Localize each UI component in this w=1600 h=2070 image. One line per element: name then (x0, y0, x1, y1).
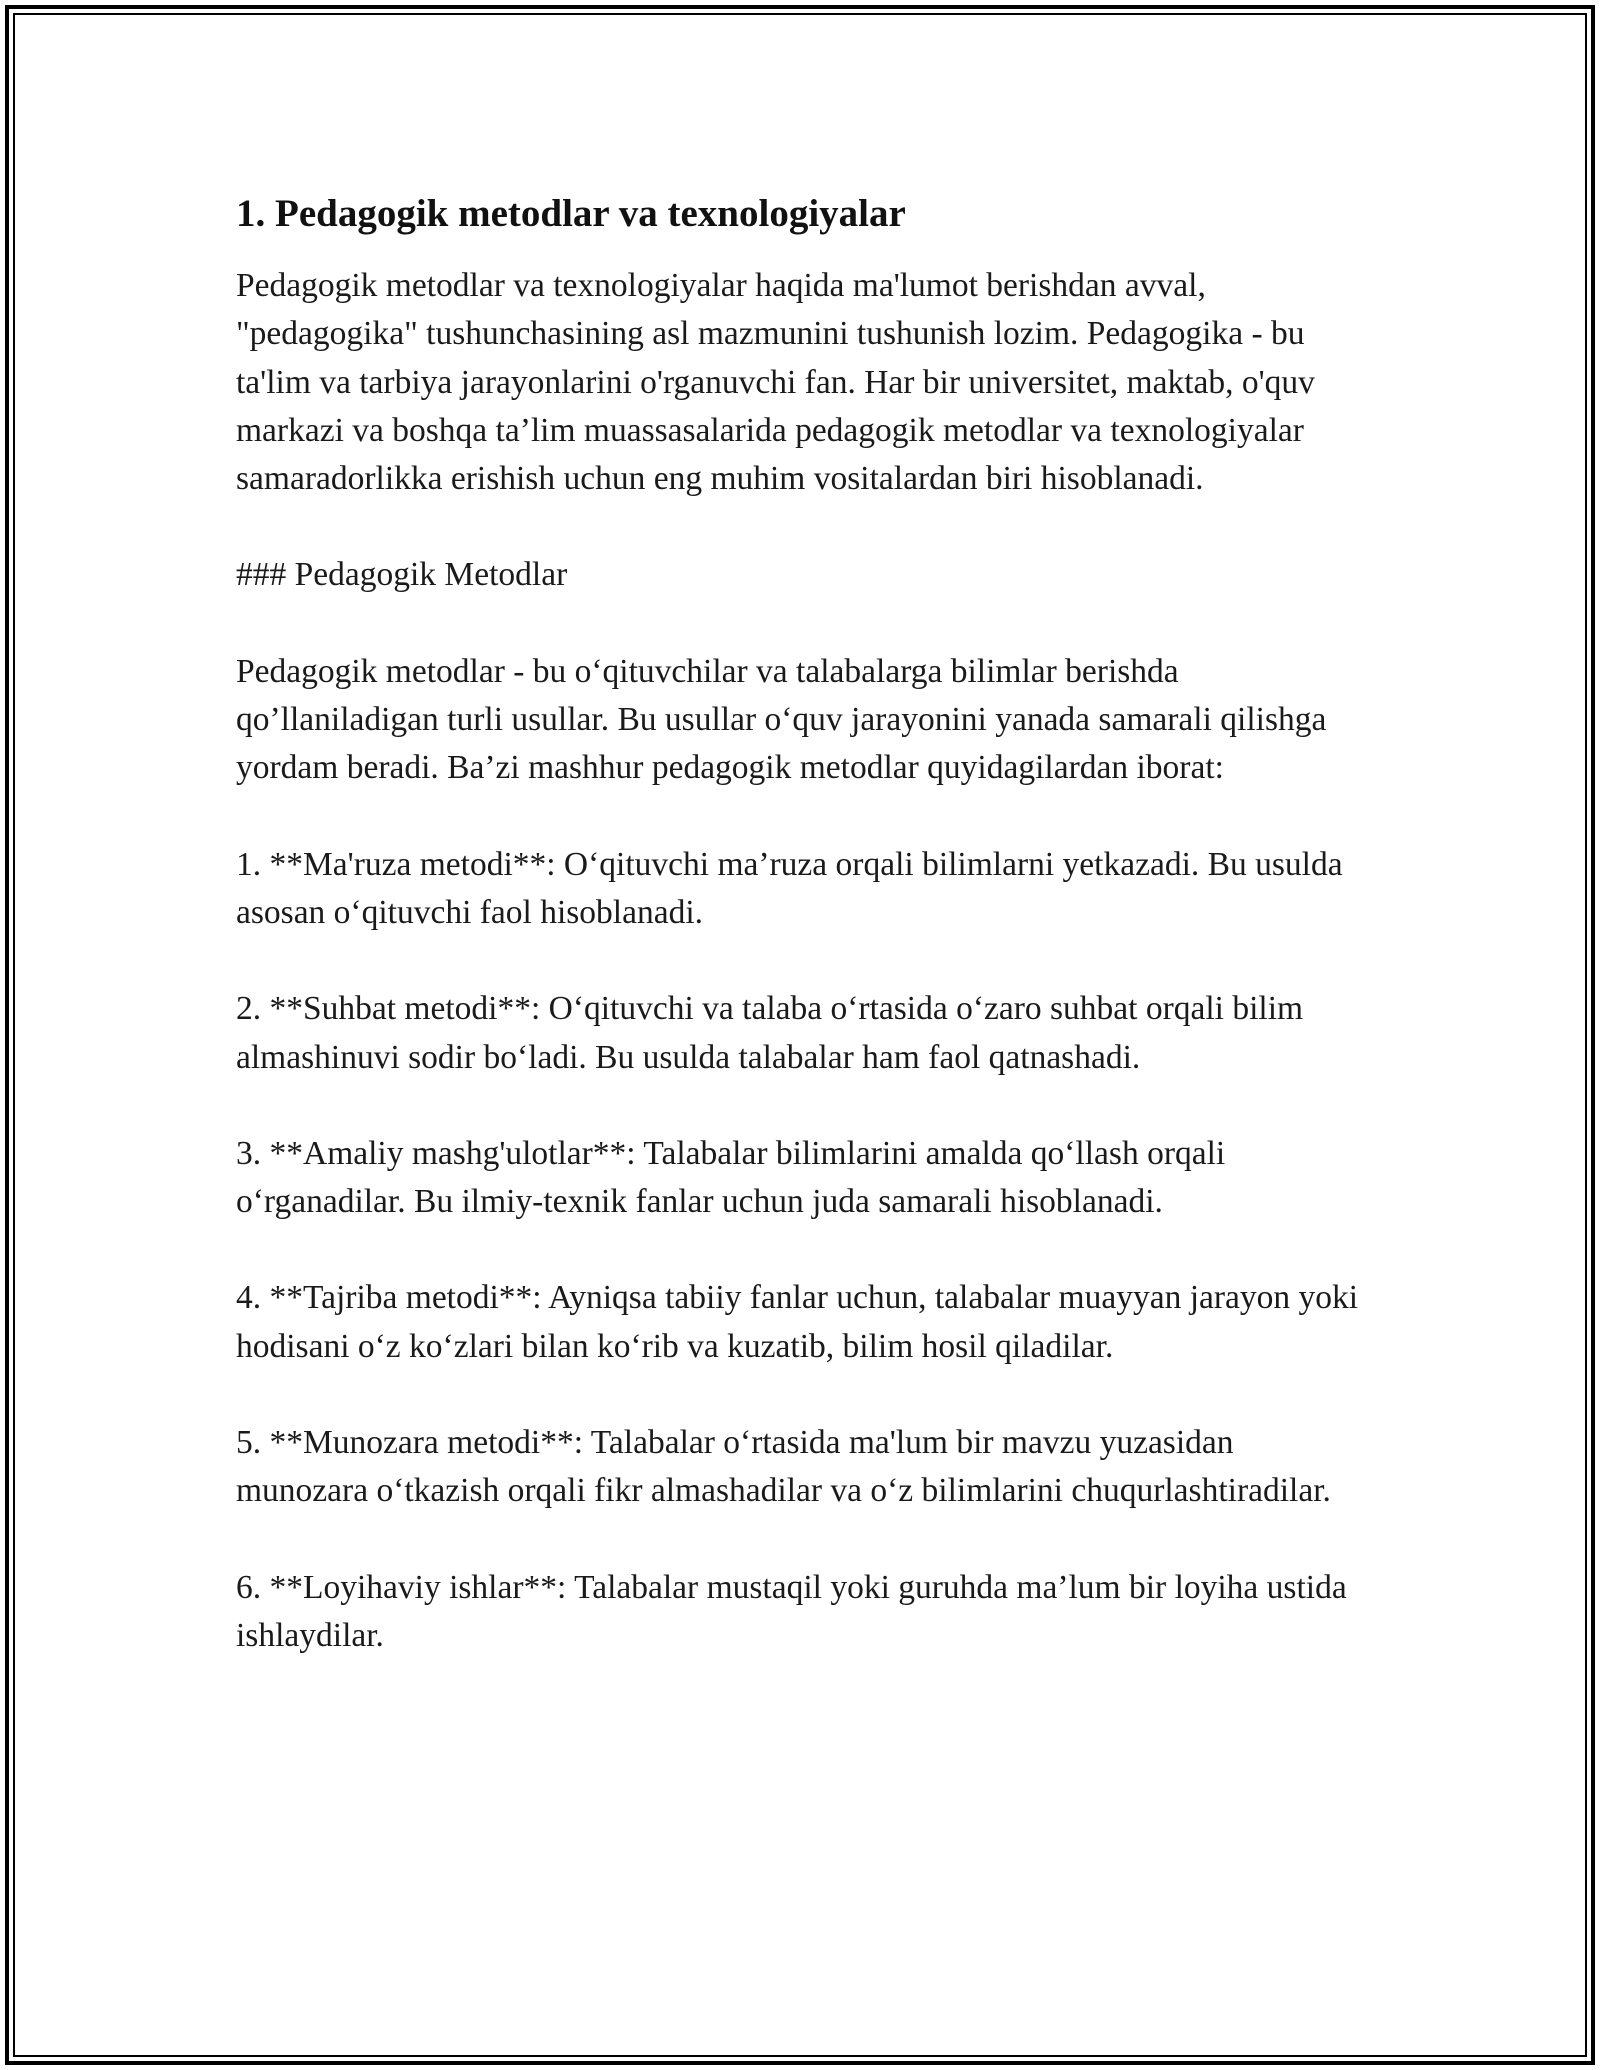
method-item-project: 6. **Loyihaviy ishlar**: Talabalar mustaqil yoki guruhda ma’lum bir loyiha ustida ishlaydilar. (236, 1568, 1347, 1654)
method-item-lecture: 1. **Ma'ruza metodi**: O‘qituvchi ma’ruza orqali bilimlarni yetkazadi. Bu usulda asosan o‘qituvchi faol hisoblanadi. (236, 845, 1343, 931)
intro-paragraph: Pedagogik metodlar va texnologiyalar haqida ma'lumot berishdan avval, "pedagogika" tushunchasining asl mazmunini tushunish lozim. Pedagogika - bu ta'lim va tarbiya jarayonlarini o'rganuvchi fan. Har bir universitet, maktab, o'quv markazi va boshqa ta’lim muassasalarida pedagogik metodlar va texnologiyalar samaradorlikka erishish uchun eng muhim vositalardan biri hisoblanadi. (236, 267, 1315, 498)
document-title: 1. Pedagogik metodlar va texnologiyalar (236, 192, 906, 235)
section-subheading: ### Pedagogik Metodlar (236, 556, 568, 594)
method-item-discussion: 5. **Munozara metodi**: Talabalar o‘rtasida ma'lum bir mavzu yuzasidan munozara o‘tkazish orqali fikr almashadilar va o‘z bilimlarini chuqurlashtiradilar. (236, 1424, 1331, 1510)
method-item-conversation: 2. **Suhbat metodi**: O‘qituvchi va talaba o‘rtasida o‘zaro suhbat orqali bilim almashinuvi sodir bo‘ladi. Bu usulda talabalar ham faol qatnashadi. (236, 990, 1304, 1076)
method-item-experiment: 4. **Tajriba metodi**: Ayniqsa tabiiy fanlar uchun, talabalar muayyan jarayon yoki hodisani o‘z ko‘zlari bilan ko‘rib va kuzatib, bilim hosil qiladilar. (236, 1279, 1359, 1365)
methods-intro-paragraph: Pedagogik metodlar - bu o‘qituvchilar va talabalarga bilimlar berishda qo’llaniladigan turli usullar. Bu usullar o‘quv jarayonini yanada samarali qilishga yordam beradi. Ba’zi mashhur pedagogik metodlar quyidagilardan iborat: (236, 652, 1327, 787)
document-content (236, 186, 1366, 1660)
method-item-practical: 3. **Amaliy mashg'ulotlar**: Talabalar bilimlarini amalda qo‘llash orqali o‘rganadilar. Bu ilmiy-texnik fanlar uchun juda samarali hisoblanadi. (236, 1134, 1226, 1221)
